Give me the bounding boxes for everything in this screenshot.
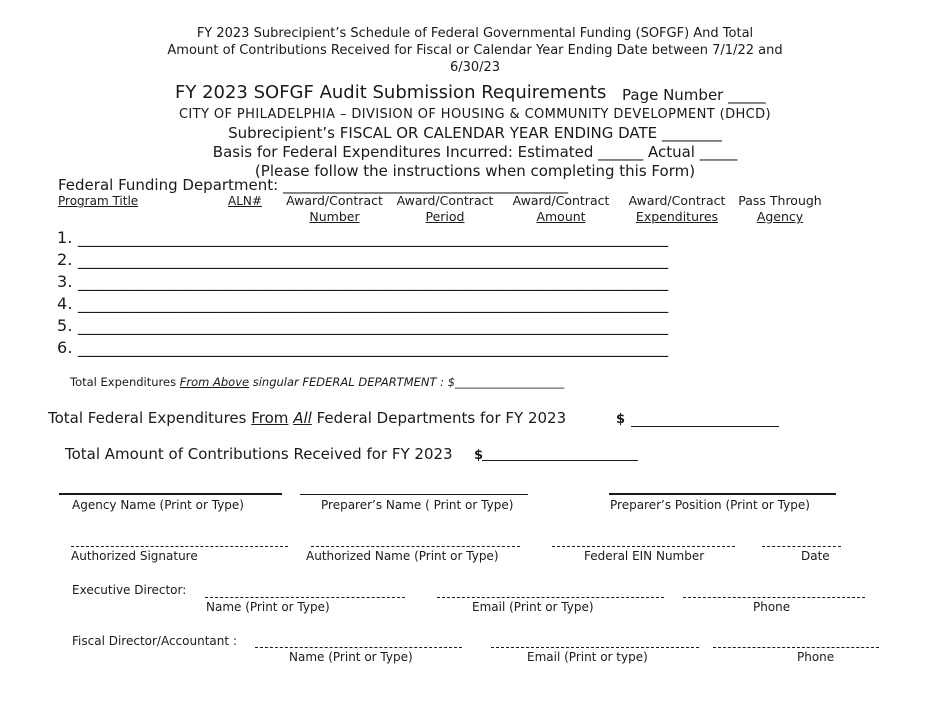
header-line-3: 6/30/23 <box>449 60 501 75</box>
col-award-period: Award/Contract Period <box>396 193 494 224</box>
fiscal-name-label: Name (Print or Type) <box>289 650 413 664</box>
federal-ein-field[interactable] <box>552 546 735 547</box>
fiscal-email-field[interactable] <box>491 647 699 648</box>
total-contributions-field[interactable] <box>482 460 638 461</box>
executive-email-label: Email (Print or Type) <box>472 600 594 614</box>
program-row-3[interactable]: 3. ________________________________________________________________________ <box>57 272 669 291</box>
fiscal-name-field[interactable] <box>255 647 462 648</box>
col-program-title: Program Title <box>58 194 139 208</box>
executive-email-field[interactable] <box>437 597 664 598</box>
authorized-signature-field[interactable] <box>71 546 288 547</box>
program-row-1[interactable]: 1. ________________________________________________________________________ <box>57 228 669 247</box>
authorized-name-field[interactable] <box>311 546 520 547</box>
date-label: Date <box>801 549 830 563</box>
program-row-4[interactable]: 4. ________________________________________________________________________ <box>57 294 669 313</box>
fiscal-year-end-field[interactable]: Subrecipient’s FISCAL OR CALENDAR YEAR ENDING DATE ________ <box>228 124 722 142</box>
program-row-5[interactable]: 5. ________________________________________________________________________ <box>57 316 669 335</box>
header-line-1: FY 2023 Subrecipient’s Schedule of Federal Governmental Funding (SOFGF) And Total <box>196 26 754 41</box>
total-all-departments-label: Total Federal Expenditures From All Federal Departments for FY 2023 <box>48 409 567 427</box>
preparer-name-field[interactable] <box>300 494 528 495</box>
header-line-2: Amount of Contributions Received for Fiscal or Calendar Year Ending Date between 7/1/22 and <box>167 43 783 58</box>
executive-name-field[interactable] <box>205 597 405 598</box>
col-award-expenditures: Award/Contract Expenditures <box>628 193 726 224</box>
instructions-note: (Please follow the instructions when completing this Form) <box>254 162 696 180</box>
executive-phone-field[interactable] <box>683 597 865 598</box>
agency-name-label: Agency Name (Print or Type) <box>72 498 244 512</box>
program-row-2[interactable]: 2. ________________________________________________________________________ <box>57 250 669 269</box>
federal-ein-label: Federal EIN Number <box>584 549 705 563</box>
authorized-signature-label: Authorized Signature <box>71 549 198 563</box>
agency-name-field[interactable] <box>59 493 282 495</box>
preparer-name-label: Preparer’s Name ( Print or Type) <box>321 498 514 512</box>
authorized-name-label: Authorized Name (Print or Type) <box>306 549 499 563</box>
col-award-number: Award/Contract Number <box>286 193 383 224</box>
program-row-6[interactable]: 6. ________________________________________________________________________ <box>57 338 669 357</box>
page-number-field[interactable]: Page Number _____ <box>622 86 766 104</box>
preparer-position-field[interactable] <box>609 493 836 495</box>
page-title: FY 2023 SOFGF Audit Submission Requirements <box>175 82 607 103</box>
col-aln: ALN# <box>228 194 262 208</box>
executive-phone-label: Phone <box>753 600 791 614</box>
agency-line: CITY OF PHILADELPHIA – DIVISION OF HOUSING & COMMUNITY DEVELOPMENT (DHCD) <box>178 107 772 122</box>
fiscal-phone-label: Phone <box>797 650 835 664</box>
fiscal-director-label: Fiscal Director/Accountant : <box>72 634 237 648</box>
executive-director-label: Executive Director: <box>72 583 187 597</box>
fiscal-phone-field[interactable] <box>713 647 879 648</box>
preparer-position-label: Preparer’s Position (Print or Type) <box>610 498 810 512</box>
total-singular-department[interactable]: Total Expenditures From Above singular FEDERAL DEPARTMENT : $___________________ <box>70 375 565 389</box>
fiscal-email-label: Email (Print or type) <box>527 650 648 664</box>
federal-funding-department-field[interactable]: Federal Funding Department: ______________________________________ <box>58 176 568 194</box>
contributions-dollar-sign: $ <box>474 448 484 463</box>
total-all-dollar-sign: $ <box>616 412 626 427</box>
executive-name-label: Name (Print or Type) <box>206 600 330 614</box>
col-award-amount: Award/Contract Amount <box>512 193 610 224</box>
total-all-departments-field[interactable] <box>631 426 779 427</box>
basis-line[interactable]: Basis for Federal Expenditures Incurred: Estimated ______ Actual _____ <box>212 143 738 161</box>
col-pass-through-agency: Pass Through Agency <box>738 193 822 224</box>
total-contributions-label: Total Amount of Contributions Received for FY 2023 <box>65 445 453 463</box>
date-field[interactable] <box>762 546 841 547</box>
